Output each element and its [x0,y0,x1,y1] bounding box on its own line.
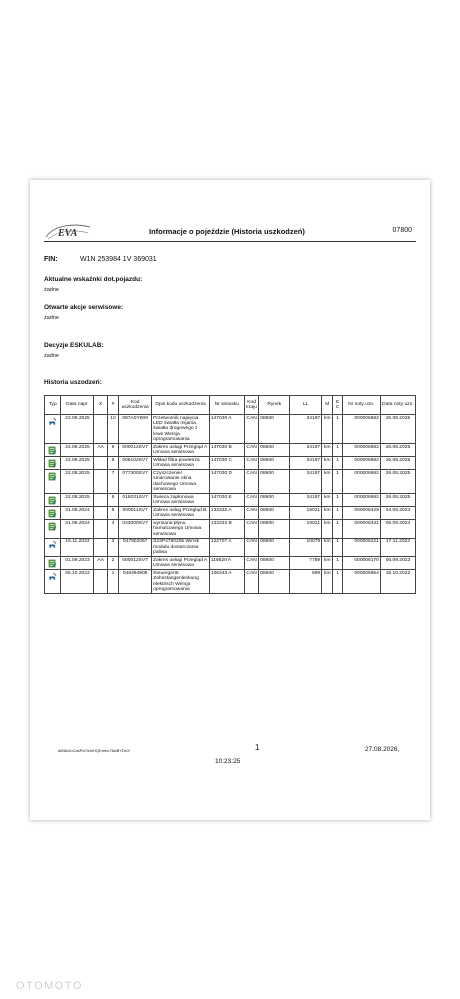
cell-market: 08600 [259,444,290,457]
cell-num: 6 [107,494,118,507]
cell-num: 3 [107,538,118,556]
cell-req: 147030 B [209,444,244,457]
cell-note-date: 15.10.2022 [380,570,415,594]
cell-code: 009102SV7 [119,457,152,470]
section-value: żadne [44,315,59,321]
cell-x: AA [94,557,107,570]
cell-note: 000006429 [342,507,380,520]
service-doc-icon [48,446,57,455]
cell-req: 147030 E [209,494,244,507]
column-header: Nr noty uzn. [342,396,380,415]
cell-num: 1 [107,570,118,594]
cell-ec: 1 [333,557,342,570]
cell-market: 08600 [259,457,290,470]
type-cell [45,557,61,570]
service-doc-icon [48,472,57,481]
cell-ec: 1 [333,570,342,594]
cell-ec: 1 [333,507,342,520]
service-doc-icon [48,522,57,531]
car-repair-icon [48,572,57,581]
cell-note-date: 04.09.2024 [380,507,415,520]
cell-note: 000006221 [342,538,380,556]
cell-code: 000012SV7 [119,444,152,457]
cell-ec: 1 [333,457,342,470]
document-title: Informacje o pojeździe (Historia uszkodzeń) [149,227,305,236]
table-row [45,538,416,556]
cell-m: km [322,520,333,538]
cell-ec: 1 [333,470,342,494]
cell-code: 087A0Y908 [119,415,152,444]
cell-date: 22.08.2025 [61,444,94,457]
cell-note-date: 06.09.2024 [380,520,415,538]
cell-m: km [322,570,333,594]
column-header: Kod uszkodzenia [119,396,152,415]
column-header: X [94,396,107,415]
cell-ll: 34197 [290,494,322,507]
type-cell [45,444,61,457]
car-repair-icon [48,540,57,549]
type-cell [45,457,61,470]
cell-desc: Świeca zapłonowa Umowa serwisowa [152,494,210,507]
column-header: Opis kodu uszkodzenia [152,396,210,415]
cell-note: 000006682 [342,415,380,444]
cell-num: 8 [107,457,118,470]
cell-desc: Steuergerät Zahnstangenlenkung elektrisch Wersja oprogramowania [152,570,210,594]
cell-desc: Zakres usług Przegląd B Umowa serwisowa [152,507,210,520]
cell-date: 31.08.2024 [61,520,94,538]
cell-desc: Wkład filtra powietrza Umowa serwisowa [152,457,210,470]
column-header: # [107,396,118,415]
cell-ll: 19021 [290,520,322,538]
cell-code: 000011SV7 [119,507,152,520]
cell-m: km [322,557,333,570]
cell-req: 119520 A [209,557,244,570]
section-title: Decyzje ESKULAB: [44,342,104,349]
cell-country: CAN [244,520,258,538]
section-title: Otwarte akcje serwisowe: [44,304,124,311]
cell-note: 000005954 [342,570,380,594]
fin-value: W1N 253984 1V 369031 [80,256,157,263]
cell-desc: Zakres usługi Przegląd A Umowa serwisowa [152,444,210,457]
type-cell [45,520,61,538]
column-header: Nr wniosku [209,396,244,415]
cell-market: 08600 [259,538,290,556]
cell-date: 22.08.2025 [61,415,94,444]
open-actions-section [44,304,123,321]
column-header: Data noty uzn. [380,396,415,415]
cell-date: 22.08.2025 [61,457,94,470]
cell-desc: Zakres usługi Przegląd A Umowa serwisowa [152,557,210,570]
service-doc-icon [48,496,57,505]
cell-country: CAN [244,494,258,507]
page-number: 1 [255,743,260,752]
cell-code: 000012SV7 [119,557,152,570]
column-header: Data napr. [61,396,94,415]
cell-ec: 1 [333,538,342,556]
cell-market: 08600 [259,415,290,444]
cell-note: 000006682 [342,444,380,457]
cell-code: 015031SV7 [119,494,152,507]
cell-x: AA [94,444,107,457]
cell-country: CAN [244,557,258,570]
service-doc-icon [48,509,57,518]
cell-ll: 19021 [290,507,322,520]
table-row [45,520,416,538]
column-header: Kod kraju [244,396,258,415]
history-header-row [45,396,416,415]
cell-ll: 599 [290,570,322,594]
cell-req: 147030 A [209,415,244,444]
cell-desc: Przetwornik napięcia LED światła mijania, światła drogowego z lewe Wersja oprogramowania [152,415,210,444]
cell-ll: 34197 [290,457,322,470]
footer-time: 10:23:25 [215,758,241,765]
type-cell [45,507,61,520]
footer-date: 27.08.2026, [365,746,400,753]
cell-note-date: 26.08.2025 [380,415,415,444]
odometer-section [44,276,142,293]
cell-x [94,415,107,444]
cell-market: 08600 [259,494,290,507]
cell-m: km [322,538,333,556]
cell-date: 01.09.2023 [61,557,94,570]
cell-ll: 34197 [290,415,322,444]
cell-x [94,570,107,594]
cell-date: 15.11.2023 [61,538,94,556]
cell-desc: wymiana płynu hamulcowego Umowa serwisowa [152,520,210,538]
history-title: Historia uszodzeń: [44,379,102,386]
document-code: 07800 [392,227,412,234]
cell-code: 047902057 [119,538,152,556]
cell-req: 122707 A [209,538,244,556]
column-header: Typ [45,396,61,415]
cell-x [94,520,107,538]
fin-label: FIN: [44,256,58,263]
history-body [45,415,416,594]
cell-date: 22.08.2025 [61,494,94,507]
cell-x [94,457,107,470]
table-row [45,470,416,494]
cell-ll: 34197 [290,444,322,457]
cell-ec: 1 [333,444,342,457]
otomoto-watermark [0,968,460,999]
cell-market: 08600 [259,507,290,520]
table-row [45,570,416,594]
cell-country: CAN [244,538,258,556]
footer-code: dtMAUnCakPcCWnHQKmhc76wBYDnX [58,748,130,753]
cell-note-date: 26.08.2025 [380,444,415,457]
cell-note-date: 06.09.2023 [380,557,415,570]
table-row [45,457,416,470]
cell-ll: 34197 [290,470,322,494]
document-page [30,180,430,820]
cell-num: 2 [107,557,118,570]
cell-req: 106343 A [209,570,244,594]
history-table [44,395,416,594]
cell-m: km [322,470,333,494]
type-cell [45,470,61,494]
cell-req: 133332 A [209,507,244,520]
table-row [45,507,416,520]
cell-req: 147030 D [209,470,244,494]
cell-date: 31.08.2024 [61,507,94,520]
column-header: E C [333,396,342,415]
cell-note-date: 26.08.2025 [380,470,415,494]
cell-x [94,538,107,556]
cell-desc: Czyszczenie/ smarowanie okna dachowego Umowa serwisowa [152,470,210,494]
cell-req: 133332 B [209,520,244,538]
cell-market: 08600 [259,520,290,538]
type-cell [45,538,61,556]
svg-text:OTOMOTO: OTOMOTO [16,980,83,992]
cell-date: 05.10.2022 [61,570,94,594]
cell-note: 000006431 [342,520,380,538]
cell-num: 5 [107,507,118,520]
cell-ll: 7789 [290,557,322,570]
type-cell [45,570,61,594]
type-cell [45,494,61,507]
cell-x [94,494,107,507]
cell-ll: 10079 [290,538,322,556]
svg-text:EVA: EVA [58,228,78,239]
cell-m: km [322,507,333,520]
table-row [45,415,416,444]
cell-num: 7 [107,470,118,494]
cell-ec: 1 [333,494,342,507]
car-repair-icon [48,417,57,426]
cell-market: 08600 [259,470,290,494]
table-row [45,494,416,507]
cell-x [94,470,107,494]
cell-note-date: 26.08.2025 [380,457,415,470]
cell-note: 000006682 [342,470,380,494]
cell-note: 000006682 [342,494,380,507]
column-header: M [322,396,333,415]
section-value: żadne [44,353,59,359]
cell-x [94,507,107,520]
service-doc-icon [48,459,57,468]
cell-code: 077300SV7 [119,470,152,494]
table-row [45,444,416,457]
cell-ec: 1 [333,415,342,444]
cell-country: CAN [244,470,258,494]
service-doc-icon [48,559,57,568]
cell-m: km [322,457,333,470]
eskulab-section [44,342,104,359]
column-header: LL [290,396,322,415]
cell-m: km [322,415,333,444]
cell-m: km [322,444,333,457]
cell-country: CAN [244,415,258,444]
cell-req: 147030 C [209,457,244,470]
cell-market: 08600 [259,557,290,570]
cell-m: km [322,494,333,507]
cell-note: 000006170 [342,557,380,570]
section-title: Aktualne wskaźnki dot.pojazdu: [44,276,143,283]
cell-num: 4 [107,520,118,538]
cell-date: 22.08.2025 [61,470,94,494]
cell-country: CAN [244,457,258,470]
cell-num: 9 [107,444,118,457]
cell-country: CAN [244,570,258,594]
type-cell [45,415,61,444]
cell-num: 10 [107,415,118,444]
cell-country: CAN [244,507,258,520]
column-header: Rynek [259,396,290,415]
table-row [45,557,416,570]
cell-country: CAN [244,444,258,457]
cell-market: 08600 [259,570,290,594]
cell-note: 000006682 [342,457,380,470]
section-value: żadne [44,287,59,293]
cell-desc: S23P4790205 Wirnik modułu dostarczania paliwa [152,538,210,556]
cell-note-date: 17.11.2023 [380,538,415,556]
cell-code: 043000SV7 [119,520,152,538]
cell-code: 046494908 [119,570,152,594]
document-header [44,220,416,242]
fin-row [44,256,157,263]
cell-note-date: 26.08.2025 [380,494,415,507]
cell-ec: 1 [333,520,342,538]
eva-logo [44,221,92,241]
